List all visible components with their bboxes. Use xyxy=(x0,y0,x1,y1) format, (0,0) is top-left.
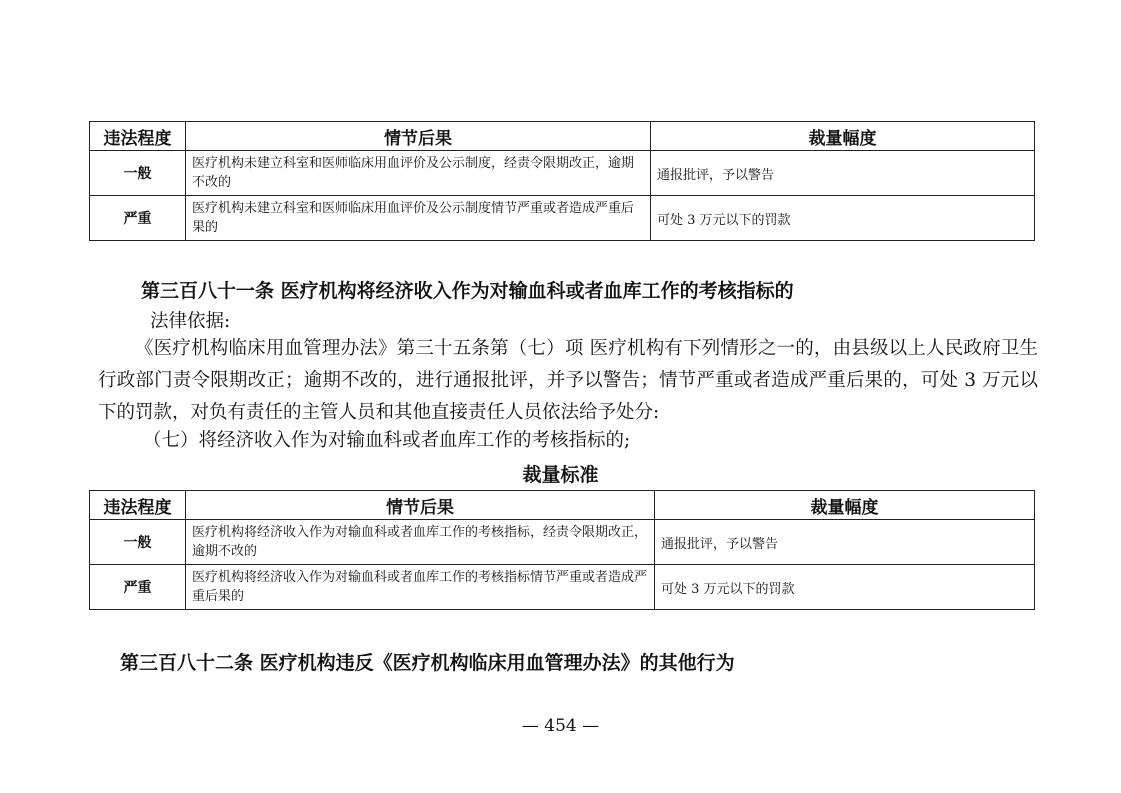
level-cell: 一般 xyxy=(90,151,186,196)
penalty-cell: 通报批评，予以警告 xyxy=(651,151,1035,196)
legal-basis-label: 法律依据: xyxy=(150,311,231,332)
penalty-table-2 xyxy=(89,490,1035,610)
item-7-text: （七）将经济收入作为对输血科或者血库工作的考核指标的; xyxy=(143,430,631,451)
header-circumstances: 情节后果 xyxy=(186,122,651,151)
penalty-cell: 可处 3 万元以下的罚款 xyxy=(651,196,1035,241)
table-row xyxy=(90,151,1035,196)
circumstances-cell: 医疗机构未建立科室和医师临床用血评价及公示制度情节严重或者造成严重后果的 xyxy=(186,196,651,241)
standard-title: 裁量标准 xyxy=(522,464,599,486)
level-cell: 一般 xyxy=(90,520,186,565)
header-penalty: 裁量幅度 xyxy=(651,122,1035,151)
penalty-table-1 xyxy=(89,121,1035,241)
circumstances-cell: 医疗机构将经济收入作为对输血科或者血库工作的考核指标情节严重或者造成严重后果的 xyxy=(186,565,655,610)
header-circumstances: 情节后果 xyxy=(186,491,655,520)
header-level: 违法程度 xyxy=(90,122,186,151)
table-row xyxy=(90,196,1035,241)
page-number: — 454 — xyxy=(521,716,600,736)
article-382-title: 第三百八十二条 医疗机构违反《医疗机构临床用血管理办法》的其他行为 xyxy=(120,652,735,674)
table-header-row xyxy=(90,491,1035,520)
level-cell: 严重 xyxy=(90,565,186,610)
header-penalty: 裁量幅度 xyxy=(655,491,1035,520)
article-381-title: 第三百八十一条 医疗机构将经济收入作为对输血科或者血库工作的考核指标的 xyxy=(141,280,794,302)
table-row xyxy=(90,520,1035,565)
penalty-cell: 通报批评，予以警告 xyxy=(655,520,1035,565)
table-header-row xyxy=(90,122,1035,151)
legal-basis-text: 《医疗机构临床用血管理办法》第三十五条第（七）项 医疗机构有下列情形之一的，由县级以上人民政府卫生行政部门责令限期改正；逾期不改的，进行通报批评，并予以警告；情节严重或者造成严重后果的，可处 3 万元以下的罚款，对负有责任的主管人员和其他直接责任人员依法给予处分: xyxy=(98,338,1038,423)
circumstances-cell: 医疗机构将经济收入作为对输血科或者血库工作的考核指标，经责令限期改正，逾期不改的 xyxy=(186,520,655,565)
level-cell: 严重 xyxy=(90,196,186,241)
table-row xyxy=(90,565,1035,610)
circumstances-cell: 医疗机构未建立科室和医师临床用血评价及公示制度，经责令限期改正，逾期不改的 xyxy=(186,151,651,196)
header-level: 违法程度 xyxy=(90,491,186,520)
penalty-cell: 可处 3 万元以下的罚款 xyxy=(655,565,1035,610)
